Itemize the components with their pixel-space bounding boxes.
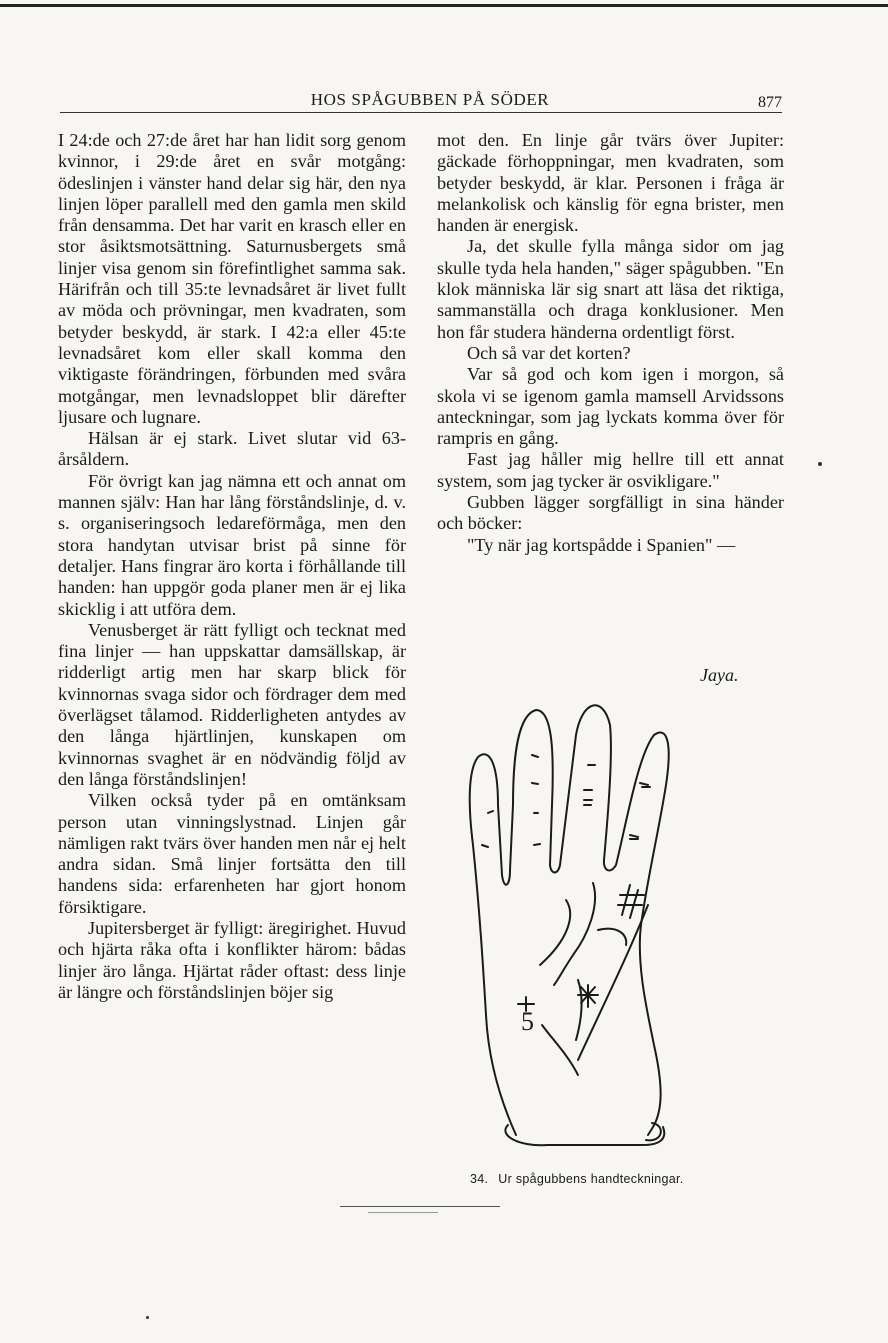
palm-line [598,929,626,945]
right-text-column [437,130,784,556]
paragraph: Hälsan är ej stark. Livet slutar vid 63-årsåldern. [58,428,406,470]
running-title: HOS SPÅGUBBEN PÅ SÖDER [310,90,550,109]
paragraph: Och så var det korten? [467,342,631,363]
paragraph: Var så god och kom igen i morgon, så skola vi se igenom gamla mamsell Arvidssons anteckningar, som jag lyckats komma över för rampris en gång. [437,364,784,449]
paragraph: Fast jag håller mig hellre till ett annat system, som jag tycker är osvikligare." [437,449,784,491]
finger-crease-marks [482,755,650,847]
paragraph: För övrigt kan jag nämna ett och annat om mannen själv: Han har lång förståndslinje, d. v. s. organiseringsoch ledareförmåga, men den stora handytan utvisar brist på sinne för detaljer. Hans fingrar äro korta i förhållande till handen: han uppgör goda planer men är ej lika skicklig i att utföra dem. [58,470,406,619]
page-number: 877 [758,94,782,111]
palm-line [554,883,595,985]
paragraph: I 24:de och 27:de året har han lidit sorg genom kvinnor, i 29:de året en svår motgång: ödeslinjen i vänster hand delar sig här, den nya linjen löper parallell med den gamla men skild från densamma. Det har varit en krasch eller en stor åsiktsmotsättning. Saturnusbergets små linjer visa genom sin förefintlighet samma sak. Härifrån och till 35:te levnadsåret är livet fullt av möda och prövningar, men kvadraten, som betyder beskydd, är stark. I 42:a eller 45:te levnadsåret kom eller skall komma den viktigaste förändringen, förbunden med svåra motgångar, men levnadsloppet blir därefter ljusare och lugnare. [58,130,406,427]
caption-number: 34. [470,1172,489,1186]
palm-line [542,1025,578,1075]
figure-caption [470,1172,770,1186]
grille-mark [618,885,644,918]
palm-line [576,980,582,1040]
palm-illustration [458,695,698,1165]
paragraph: Venusberget är rätt fylligt och tecknat med fina linjer — han uppskattar damsällskap, är ridderligt artig men har skarp blick för kvinnornas svaga sidor och fördrager dem med överlägset tålamod. Ridderligheten antydes av den långa hjärtlinjen, kunskapen om kvinnornas svaghet är en nödvändig följd av den långa förståndslinjen! [58,619,406,789]
header-rule [60,112,782,113]
paragraph: mot den. En linje går tvärs över Jupiter: gäckade förhoppningar, men kvadraten, som betyder beskydd, är klar. Personen i fråga är melankolisk och känslig för egna brister, men handen är energisk. [437,130,784,236]
star-mark [578,985,598,1007]
top-border-rule [0,4,888,7]
bottom-rule [340,1206,500,1207]
ink-speck [146,1316,149,1319]
wrist-cuff [505,1125,664,1145]
left-text-column [58,130,406,1003]
paragraph: Jupitersberget är fylligt: äregirighet. Huvud och hjärta råka ofta i konflikter härom: bådas linjer äro långa. Hjärtat råder oftast: dess linje är längre och förståndslinjen böjer sig [58,917,406,1002]
paragraph: Vilken också tyder på en omtänksam person utan vinningslystnad. Linjen går nämligen rakt tvärs över handen men når ej helt andra sidan. Små linjer fortsätta den till handens sida: erfarenheten har gjort honom försiktigare. [58,790,406,917]
author-signature: Jaya. [700,665,739,685]
running-head [0,90,888,114]
ink-speck [818,462,822,466]
palm-line [540,900,570,965]
palm-numeral: 5 [521,1007,534,1036]
bottom-rule-short [368,1212,438,1213]
paragraph: Gubben lägger sorgfälligt in sina händer och böcker: [437,492,784,534]
hand-drawing [458,695,698,1165]
paragraph: "Ty när jag kortspådde i Spanien" — [467,534,736,555]
caption-text: Ur spågubbens handteckningar. [498,1172,684,1186]
paragraph: Ja, det skulle fylla många sidor om jag skulle tyda hela handen," säger spågubben. "En klok människa lär sig snart att läsa det riktiga, sammanställa och draga konklusioner. Men hon får studera händerna ordentligt först. [437,236,784,342]
